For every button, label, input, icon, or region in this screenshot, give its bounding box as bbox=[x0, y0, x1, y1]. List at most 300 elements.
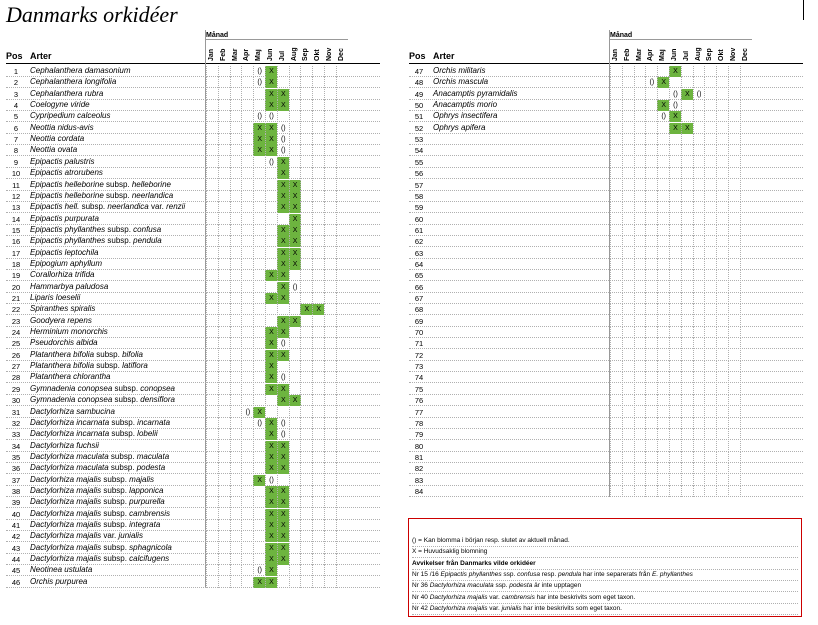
row-species bbox=[30, 543, 172, 552]
month-cell bbox=[681, 395, 693, 406]
month-cell bbox=[312, 225, 324, 236]
row-species bbox=[30, 293, 80, 302]
taxon-name: Dactylorhiza maculata bbox=[30, 451, 109, 461]
table-row bbox=[6, 270, 380, 281]
month-cell bbox=[253, 463, 265, 474]
month-cell bbox=[728, 145, 740, 156]
month-cell bbox=[206, 304, 218, 315]
month-cell bbox=[300, 180, 312, 191]
row-pos: 66 bbox=[414, 282, 424, 292]
month-header: Dec bbox=[741, 48, 749, 61]
month-cell bbox=[312, 100, 324, 111]
taxon-name: E. phyllanthes bbox=[651, 570, 693, 578]
month-cell bbox=[610, 100, 622, 111]
month-cell bbox=[704, 293, 716, 304]
month-cell bbox=[300, 214, 312, 225]
month-cell bbox=[728, 441, 740, 452]
month-cell: X bbox=[312, 304, 324, 315]
taxon-name: Pseudorchis albida bbox=[30, 338, 98, 348]
month-cell bbox=[312, 293, 324, 304]
month-cell bbox=[241, 225, 253, 236]
row-species bbox=[433, 123, 485, 132]
month-cell bbox=[740, 327, 752, 338]
taxon-name: Orchis purpurea bbox=[30, 576, 88, 586]
taxon-name: Dactylorhiza incarnata bbox=[30, 429, 110, 439]
month-cell bbox=[693, 282, 705, 293]
row-species bbox=[30, 361, 148, 370]
month-cell bbox=[206, 407, 218, 418]
month-cell bbox=[704, 168, 716, 179]
month-cell: X bbox=[277, 191, 289, 202]
month-cell bbox=[253, 270, 265, 281]
month-cell bbox=[657, 168, 669, 179]
month-cell bbox=[336, 554, 348, 565]
month-cell: X bbox=[265, 497, 277, 508]
month-cell: X bbox=[265, 338, 277, 349]
taxon-name: maculata bbox=[136, 451, 170, 461]
month-cell bbox=[657, 429, 669, 440]
month-cell bbox=[336, 338, 348, 349]
month-cell bbox=[241, 145, 253, 156]
row-pos: 72 bbox=[414, 350, 424, 360]
month-cell: () bbox=[693, 89, 705, 100]
month-cell bbox=[336, 486, 348, 497]
rank-text: var. bbox=[487, 593, 502, 601]
row-pos: 63 bbox=[414, 248, 424, 258]
month-cell bbox=[669, 259, 681, 270]
month-cell bbox=[740, 475, 752, 486]
month-cell bbox=[241, 236, 253, 247]
month-cell bbox=[669, 361, 681, 372]
table-row bbox=[409, 304, 803, 315]
row-pos: 29 bbox=[11, 384, 21, 394]
month-cell bbox=[336, 520, 348, 531]
month-cell bbox=[336, 407, 348, 418]
month-cell bbox=[218, 486, 230, 497]
taxon-name: Platanthera chlorantha bbox=[30, 372, 111, 382]
month-cell: X bbox=[277, 441, 289, 452]
table-row bbox=[409, 123, 803, 134]
row-pos: 53 bbox=[414, 135, 424, 145]
month-cell bbox=[230, 168, 242, 179]
row-pos: 54 bbox=[414, 146, 424, 156]
month-cell bbox=[622, 66, 634, 77]
table-row bbox=[409, 372, 803, 383]
table-row bbox=[6, 248, 380, 259]
month-cell bbox=[300, 350, 312, 361]
month-cell bbox=[312, 77, 324, 88]
month-cell bbox=[634, 475, 646, 486]
month-cell bbox=[740, 123, 752, 134]
month-cell bbox=[740, 134, 752, 145]
month-cell bbox=[669, 293, 681, 304]
month-cell bbox=[669, 338, 681, 349]
month-cell bbox=[300, 66, 312, 77]
row-pos: 55 bbox=[414, 157, 424, 167]
month-cell bbox=[693, 202, 705, 213]
month-cell bbox=[300, 395, 312, 406]
taxon-name: Epipactis palustris bbox=[30, 156, 95, 166]
month-cell bbox=[669, 214, 681, 225]
month-cell bbox=[324, 407, 336, 418]
month-cell bbox=[312, 441, 324, 452]
taxon-name: cambrensis bbox=[501, 593, 535, 601]
month-cell bbox=[265, 304, 277, 315]
page-title: Danmarks orkidéer bbox=[6, 2, 178, 27]
month-cell bbox=[289, 384, 301, 395]
row-species bbox=[30, 327, 108, 336]
taxon-name: Dactylorhiza majalis bbox=[30, 508, 102, 518]
row-species bbox=[30, 372, 111, 381]
month-cell bbox=[277, 407, 289, 418]
month-group-label: Månad bbox=[206, 32, 229, 39]
month-cell bbox=[669, 395, 681, 406]
row-pos: 16 bbox=[11, 237, 21, 247]
month-cell bbox=[277, 361, 289, 372]
month-cell bbox=[645, 395, 657, 406]
month-cell bbox=[740, 202, 752, 213]
month-cell: X bbox=[265, 350, 277, 361]
month-cell bbox=[622, 441, 634, 452]
divider bbox=[803, 0, 804, 20]
month-cell bbox=[681, 202, 693, 213]
month-header: Apr bbox=[647, 48, 655, 61]
month-header: Jun bbox=[267, 48, 274, 61]
month-cell bbox=[669, 191, 681, 202]
month-cell bbox=[336, 463, 348, 474]
month-cell bbox=[728, 270, 740, 281]
month-cell bbox=[740, 89, 752, 100]
taxon-name: Corallorhiza trifida bbox=[30, 270, 95, 280]
pos-header: Pos bbox=[6, 51, 23, 61]
month-cell bbox=[218, 509, 230, 520]
month-cell bbox=[289, 577, 301, 588]
month-cell bbox=[728, 191, 740, 202]
month-cell bbox=[253, 214, 265, 225]
month-cell bbox=[324, 304, 336, 315]
row-pos: 40 bbox=[11, 509, 21, 519]
month-cell bbox=[312, 66, 324, 77]
month-cell bbox=[230, 350, 242, 361]
month-header: Jan bbox=[612, 48, 619, 61]
month-cell bbox=[230, 225, 242, 236]
month-cell bbox=[289, 123, 301, 134]
month-cell bbox=[657, 123, 669, 134]
month-cell bbox=[230, 316, 242, 327]
month-cell bbox=[324, 89, 336, 100]
month-cell bbox=[230, 304, 242, 315]
month-cell: X bbox=[253, 123, 265, 134]
month-cell: X bbox=[277, 497, 289, 508]
month-cell bbox=[669, 202, 681, 213]
month-cell bbox=[230, 123, 242, 134]
month-cell bbox=[206, 565, 218, 576]
month-cell bbox=[218, 214, 230, 225]
month-cell bbox=[728, 77, 740, 88]
month-cell bbox=[312, 236, 324, 247]
month-cell bbox=[657, 452, 669, 463]
taxon-name: Goodyera repens bbox=[30, 315, 92, 325]
month-cell bbox=[610, 441, 622, 452]
month-cell bbox=[645, 429, 657, 440]
month-cell: X bbox=[277, 157, 289, 168]
month-cell bbox=[265, 395, 277, 406]
month-cell bbox=[300, 441, 312, 452]
rank-text: har inte separerats från bbox=[581, 570, 652, 578]
month-cell bbox=[704, 463, 716, 474]
month-cell bbox=[645, 134, 657, 145]
month-cell bbox=[645, 441, 657, 452]
row-pos: 47 bbox=[414, 67, 424, 76]
month-cell bbox=[634, 248, 646, 259]
month-cell bbox=[728, 418, 740, 429]
row-pos: 12 bbox=[11, 191, 21, 201]
header-rule bbox=[610, 39, 752, 40]
month-cell bbox=[693, 123, 705, 134]
table-row bbox=[6, 100, 380, 111]
month-cell bbox=[610, 270, 622, 281]
month-header: Dec bbox=[337, 48, 345, 61]
month-cell bbox=[634, 441, 646, 452]
month-cell bbox=[740, 384, 752, 395]
month-cell bbox=[218, 372, 230, 383]
month-cell: X bbox=[289, 214, 301, 225]
month-cell bbox=[704, 259, 716, 270]
month-header: Sep bbox=[302, 48, 310, 61]
month-cell bbox=[669, 168, 681, 179]
month-cell bbox=[669, 77, 681, 88]
month-cell bbox=[230, 475, 242, 486]
month-cell bbox=[312, 202, 324, 213]
month-cell bbox=[681, 407, 693, 418]
month-cell bbox=[312, 361, 324, 372]
month-cell bbox=[669, 270, 681, 281]
month-cell bbox=[645, 145, 657, 156]
month-cell bbox=[312, 214, 324, 225]
month-cell bbox=[253, 395, 265, 406]
month-cell: X bbox=[265, 531, 277, 542]
row-pos: 67 bbox=[414, 294, 424, 303]
row-species bbox=[433, 77, 488, 86]
taxon-name: Neottia nidus-avis bbox=[30, 122, 94, 132]
month-cell bbox=[241, 111, 253, 122]
table-row bbox=[409, 282, 803, 293]
month-header: Sep bbox=[706, 48, 714, 61]
month-cell bbox=[312, 157, 324, 168]
month-cell bbox=[300, 429, 312, 440]
month-cell bbox=[218, 338, 230, 349]
month-cell bbox=[300, 225, 312, 236]
month-cell bbox=[693, 168, 705, 179]
month-cell bbox=[218, 418, 230, 429]
month-cell bbox=[704, 123, 716, 134]
month-cell: X bbox=[265, 134, 277, 145]
row-pos: 10 bbox=[11, 169, 21, 179]
month-cell bbox=[740, 452, 752, 463]
row-pos: 5 bbox=[13, 112, 19, 122]
month-cell bbox=[645, 89, 657, 100]
month-cell bbox=[206, 168, 218, 179]
row-species bbox=[30, 384, 175, 393]
row-pos: 57 bbox=[414, 180, 424, 190]
month-header: Jul bbox=[682, 50, 690, 61]
legend-line bbox=[412, 558, 798, 570]
rank-text: är inte upptagen bbox=[532, 582, 582, 590]
taxon-name: Dactylorhiza maculata bbox=[30, 463, 109, 473]
row-species bbox=[30, 145, 77, 154]
month-cell: () bbox=[277, 134, 289, 145]
month-cell: X bbox=[265, 77, 277, 88]
taxon-name: Dactylorhiza majalis bbox=[30, 542, 102, 552]
month-cell bbox=[716, 225, 728, 236]
month-cell bbox=[324, 475, 336, 486]
rank-text: subsp. bbox=[105, 236, 134, 246]
month-cell bbox=[704, 452, 716, 463]
month-cell bbox=[324, 270, 336, 281]
month-cell bbox=[241, 395, 253, 406]
month-cell bbox=[622, 259, 634, 270]
month-cell bbox=[324, 418, 336, 429]
table-row bbox=[6, 214, 380, 225]
month-cell bbox=[230, 282, 242, 293]
month-cell: X bbox=[289, 316, 301, 327]
month-cell bbox=[300, 543, 312, 554]
month-cell bbox=[634, 259, 646, 270]
month-cell bbox=[289, 293, 301, 304]
month-cell bbox=[218, 531, 230, 542]
taxon-name: Cephalanthera rubra bbox=[30, 88, 104, 98]
month-cell bbox=[218, 282, 230, 293]
month-cell bbox=[693, 77, 705, 88]
month-cell bbox=[253, 361, 265, 372]
month-cell bbox=[300, 282, 312, 293]
month-cell bbox=[324, 293, 336, 304]
month-cell bbox=[716, 168, 728, 179]
month-cell bbox=[634, 168, 646, 179]
row-species bbox=[30, 236, 162, 245]
table-row bbox=[6, 531, 380, 542]
taxon-name: Ophrys apifera bbox=[433, 122, 486, 132]
month-cell bbox=[728, 293, 740, 304]
month-cell bbox=[681, 111, 693, 122]
month-cell bbox=[610, 338, 622, 349]
month-cell bbox=[728, 214, 740, 225]
taxon-name: Epipactis hell. bbox=[30, 202, 80, 212]
row-species bbox=[30, 202, 185, 211]
taxon-name: majalis bbox=[129, 474, 155, 484]
month-cell bbox=[253, 338, 265, 349]
month-cell bbox=[253, 429, 265, 440]
month-cell bbox=[336, 248, 348, 259]
taxon-name: Dactylorhiza incarnata bbox=[30, 417, 110, 427]
row-species bbox=[30, 168, 103, 177]
month-cell bbox=[241, 372, 253, 383]
table-row bbox=[6, 77, 380, 88]
month-cell bbox=[336, 531, 348, 542]
month-cell: () bbox=[669, 100, 681, 111]
month-cell bbox=[716, 214, 728, 225]
row-species bbox=[30, 270, 94, 279]
month-cell bbox=[324, 111, 336, 122]
month-cell bbox=[645, 123, 657, 134]
month-cell bbox=[610, 407, 622, 418]
month-cell bbox=[704, 350, 716, 361]
month-cell bbox=[657, 282, 669, 293]
month-cell bbox=[681, 361, 693, 372]
taxon-name: Platanthera bifolia bbox=[30, 349, 95, 359]
month-cell bbox=[241, 282, 253, 293]
month-cell bbox=[218, 157, 230, 168]
row-pos: 46 bbox=[11, 577, 21, 587]
month-cell bbox=[218, 441, 230, 452]
month-cell bbox=[704, 418, 716, 429]
month-cell bbox=[241, 293, 253, 304]
month-cell bbox=[241, 180, 253, 191]
row-species bbox=[30, 475, 154, 484]
month-cell bbox=[716, 293, 728, 304]
taxon-name: Epipactis phyllanthes bbox=[440, 570, 502, 578]
month-cell bbox=[277, 565, 289, 576]
legend-box bbox=[408, 518, 802, 617]
month-cell bbox=[230, 463, 242, 474]
taxon-name: incarnata bbox=[137, 417, 171, 427]
month-cell bbox=[740, 407, 752, 418]
month-cell bbox=[716, 66, 728, 77]
month-cell: X bbox=[253, 475, 265, 486]
month-cell bbox=[622, 157, 634, 168]
rank-text: subsp. bbox=[101, 508, 130, 518]
table-row bbox=[6, 509, 380, 520]
month-cell: X bbox=[265, 429, 277, 440]
month-cell bbox=[645, 361, 657, 372]
taxon-name: junialis bbox=[118, 531, 143, 541]
month-cell bbox=[657, 361, 669, 372]
rank-text: subsp. bbox=[79, 202, 108, 212]
month-cell bbox=[645, 236, 657, 247]
month-cell bbox=[728, 282, 740, 293]
month-cell bbox=[681, 293, 693, 304]
table-row bbox=[6, 418, 380, 429]
month-cell bbox=[206, 316, 218, 327]
month-cell: X bbox=[277, 543, 289, 554]
taxon-name: Dactylorhiza sambucina bbox=[30, 406, 115, 416]
month-cell bbox=[277, 77, 289, 88]
month-cell bbox=[740, 111, 752, 122]
row-pos: 24 bbox=[11, 328, 21, 338]
month-cell bbox=[704, 66, 716, 77]
table-row bbox=[6, 565, 380, 576]
row-pos: 56 bbox=[414, 169, 424, 179]
month-cell bbox=[693, 225, 705, 236]
month-cell bbox=[289, 372, 301, 383]
month-cell bbox=[657, 202, 669, 213]
month-cell bbox=[740, 259, 752, 270]
month-cell bbox=[312, 497, 324, 508]
month-cell bbox=[622, 338, 634, 349]
month-header: Aug bbox=[290, 47, 298, 61]
row-species bbox=[30, 100, 90, 109]
month-cell bbox=[253, 531, 265, 542]
month-cell bbox=[324, 338, 336, 349]
month-cell bbox=[645, 66, 657, 77]
month-cell bbox=[230, 520, 242, 531]
month-cell bbox=[704, 145, 716, 156]
month-cell bbox=[300, 77, 312, 88]
month-cell bbox=[324, 134, 336, 145]
month-cell bbox=[681, 225, 693, 236]
month-cell bbox=[704, 475, 716, 486]
month-cell bbox=[740, 145, 752, 156]
